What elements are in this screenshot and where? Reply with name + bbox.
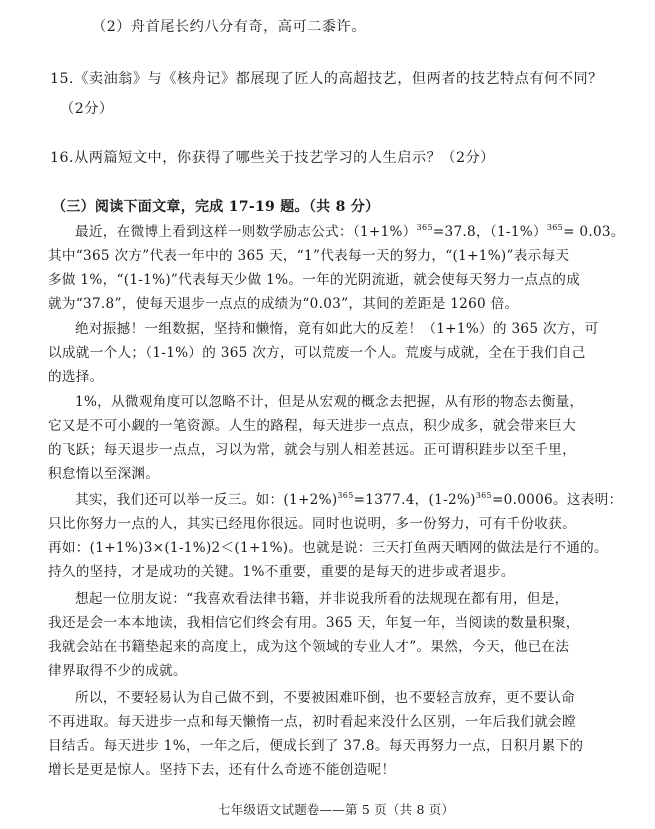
section-heading: （三）阅读下面文章，完成 17-19 题。（共 8 分）: [52, 199, 380, 215]
page-footer: 七年级语文试题卷——第 5 页（共 8 页）: [218, 802, 455, 817]
p5-line3: 我就会站在书籍垫起来的高度上，成为这个领域的专业人才”。果然，今天，他已在法: [48, 639, 570, 655]
p2-line3: 的选择。: [48, 369, 104, 385]
p4-line4: 持久的坚持，才是成功的关键。1%不重要，重要的是每天的进步或者退步。: [48, 564, 515, 580]
p3-line1: 1%，从微观角度可以忽略不计，但是从宏观的概念去把握，从有形的物态去衡量，: [75, 394, 584, 410]
p6-line1: 所以，不要轻易认为自己做不到，不要被困难吓倒，也不要轻言放弃，更不要认命: [75, 690, 576, 706]
p2-line2: 以成就一个人；（1-1%）的 365 次方，可以荒废一个人。荒废与成就，全在于我们自己: [48, 345, 586, 361]
question-15-line1: 15.《卖油翁》与《核舟记》都展现了匠人的高超技艺，但两者的技艺特点有何不同？: [50, 71, 603, 87]
p3-line2: 它又是不可小觑的一笔资源。人生的路程，每天进步一点点，积少成多，就会带来巨大: [48, 418, 576, 434]
p2-line1: 绝对振撼！一组数据，坚持和懒惰，竟有如此大的反差！（1+1%）的 365 次方，可: [75, 321, 599, 337]
p6-line3: 目结舌。每天进步 1%，一年之后，便成长到了 37.8。每天再努力一点，日积月累下的: [48, 738, 584, 754]
p1-line1: 最近，在微博上看到这样一则数学励志公式：$(1+1\%)^{365}=37.8$，$(1-1\%)^{365}= 0.03$。: [75, 223, 625, 240]
p3-line3: 的飞跃；每天退步一点点，习以为常，就会与别人相差甚远。正可谓积跬步以至千里，: [48, 442, 576, 458]
p1-line2: 其中“365 次方”代表一年中的 365 天，“1”代表每一天的努力，“(1+1%)”表示每天: [48, 248, 570, 264]
p5-line4: 律界取得不少的成就。: [48, 663, 187, 679]
p1-line3: 多做 1%，“(1-1%)”代表每天少做 1%。一年的光阴流逝，就会使每天努力一点点的成: [48, 272, 581, 288]
p6-line2: 不再进取。每天进步一点和每天懒惰一点，初时看起来没什么区别，一年后我们就会瞠: [48, 714, 576, 730]
question-15-line2: （2分）: [60, 101, 114, 117]
question-16: 16.从两篇短文中，你获得了哪些关于技艺学习的人生启示？（2分）: [50, 150, 495, 166]
p5-line1: 想起一位朋友说：“我喜欢看法律书籍，并非说我所看的法规现在都有用，但是，: [75, 591, 569, 607]
p3-line4: 积怠惰以至深渊。: [48, 466, 160, 482]
p4-line2: 只比你努力一点的人，其实已经甩你很远。同时也说明，多一份努力，可有千份收获。: [48, 516, 576, 532]
p1-line4: 就为“37.8”，使每天退步一点点的成绩为“0.03”，其间的差距是 1260 倍。: [48, 296, 519, 312]
sub-question-2: （2）舟首尾长约八分有奇，高可二黍许。: [92, 19, 366, 35]
p6-line4: 增长是更是惊人。坚持下去，还有什么奇迹不能创造呢！: [48, 762, 396, 778]
p4-line3: 再如：(1+1%)3×(1-1%)2＜(1+1%)。也就是说：三天打鱼两天晒网的做法是行不通的。: [48, 540, 608, 556]
p5-line2: 我还是会一本本地读，我相信它们终会有用。365 天，年复一年，当阅读的数量积聚，: [48, 615, 580, 631]
p4-line1: 其实，我们还可以举一反三。如：$(1+2\%)^{365}=1377.4$，$(1-2\%)^{365}=0.0006$。这表明：: [75, 491, 623, 508]
